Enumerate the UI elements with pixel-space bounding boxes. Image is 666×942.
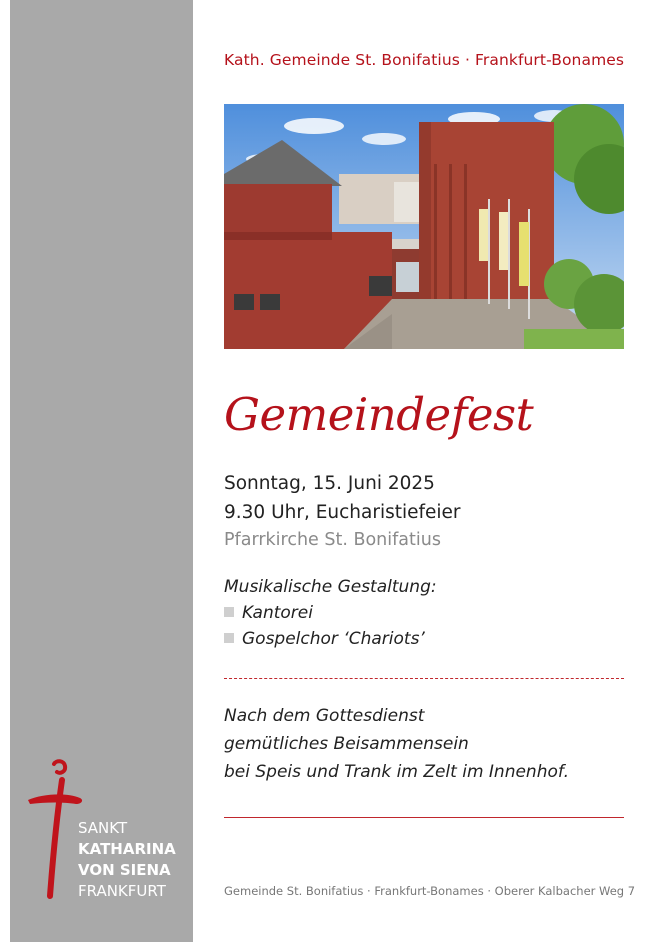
footer-address: Gemeinde St. Bonifatius · Frankfurt-Bonames · Oberer Kalbacher Weg 7: [224, 884, 636, 898]
bullet-square-icon: [224, 607, 234, 617]
music-label: Musikalische Gestaltung:: [224, 577, 437, 597]
event-time: 9.30 Uhr, Eucharistiefeier: [224, 502, 461, 523]
logo-line: FRANKFURT: [78, 882, 166, 900]
after-line: gemütliches Beisammensein: [224, 734, 469, 754]
after-line: Nach dem Gottesdienst: [224, 706, 425, 726]
dashed-divider: [224, 678, 624, 679]
logo-line: VON SIENA: [78, 861, 171, 879]
after-line: bei Speis und Trank im Zelt im Innenhof.: [224, 762, 569, 782]
logo-text: [78, 818, 176, 902]
logo-line: SANKT: [78, 819, 128, 837]
music-item: Gospelchor ‘Chariots’: [224, 629, 437, 655]
solid-divider: [224, 817, 624, 818]
event-title: Gemeindefest: [224, 388, 534, 441]
after-service-text: [224, 706, 569, 790]
church-photo: [224, 104, 624, 349]
music-section: [224, 577, 437, 655]
event-date: Sonntag, 15. Juni 2025: [224, 473, 435, 494]
parish-header: Kath. Gemeinde St. Bonifatius · Frankfurt-Bonames: [224, 51, 625, 69]
bullet-square-icon: [224, 633, 234, 643]
event-location: Pfarrkirche St. Bonifatius: [224, 530, 441, 550]
music-item: Kantorei: [224, 603, 437, 629]
logo-line: KATHARINA: [78, 840, 176, 858]
